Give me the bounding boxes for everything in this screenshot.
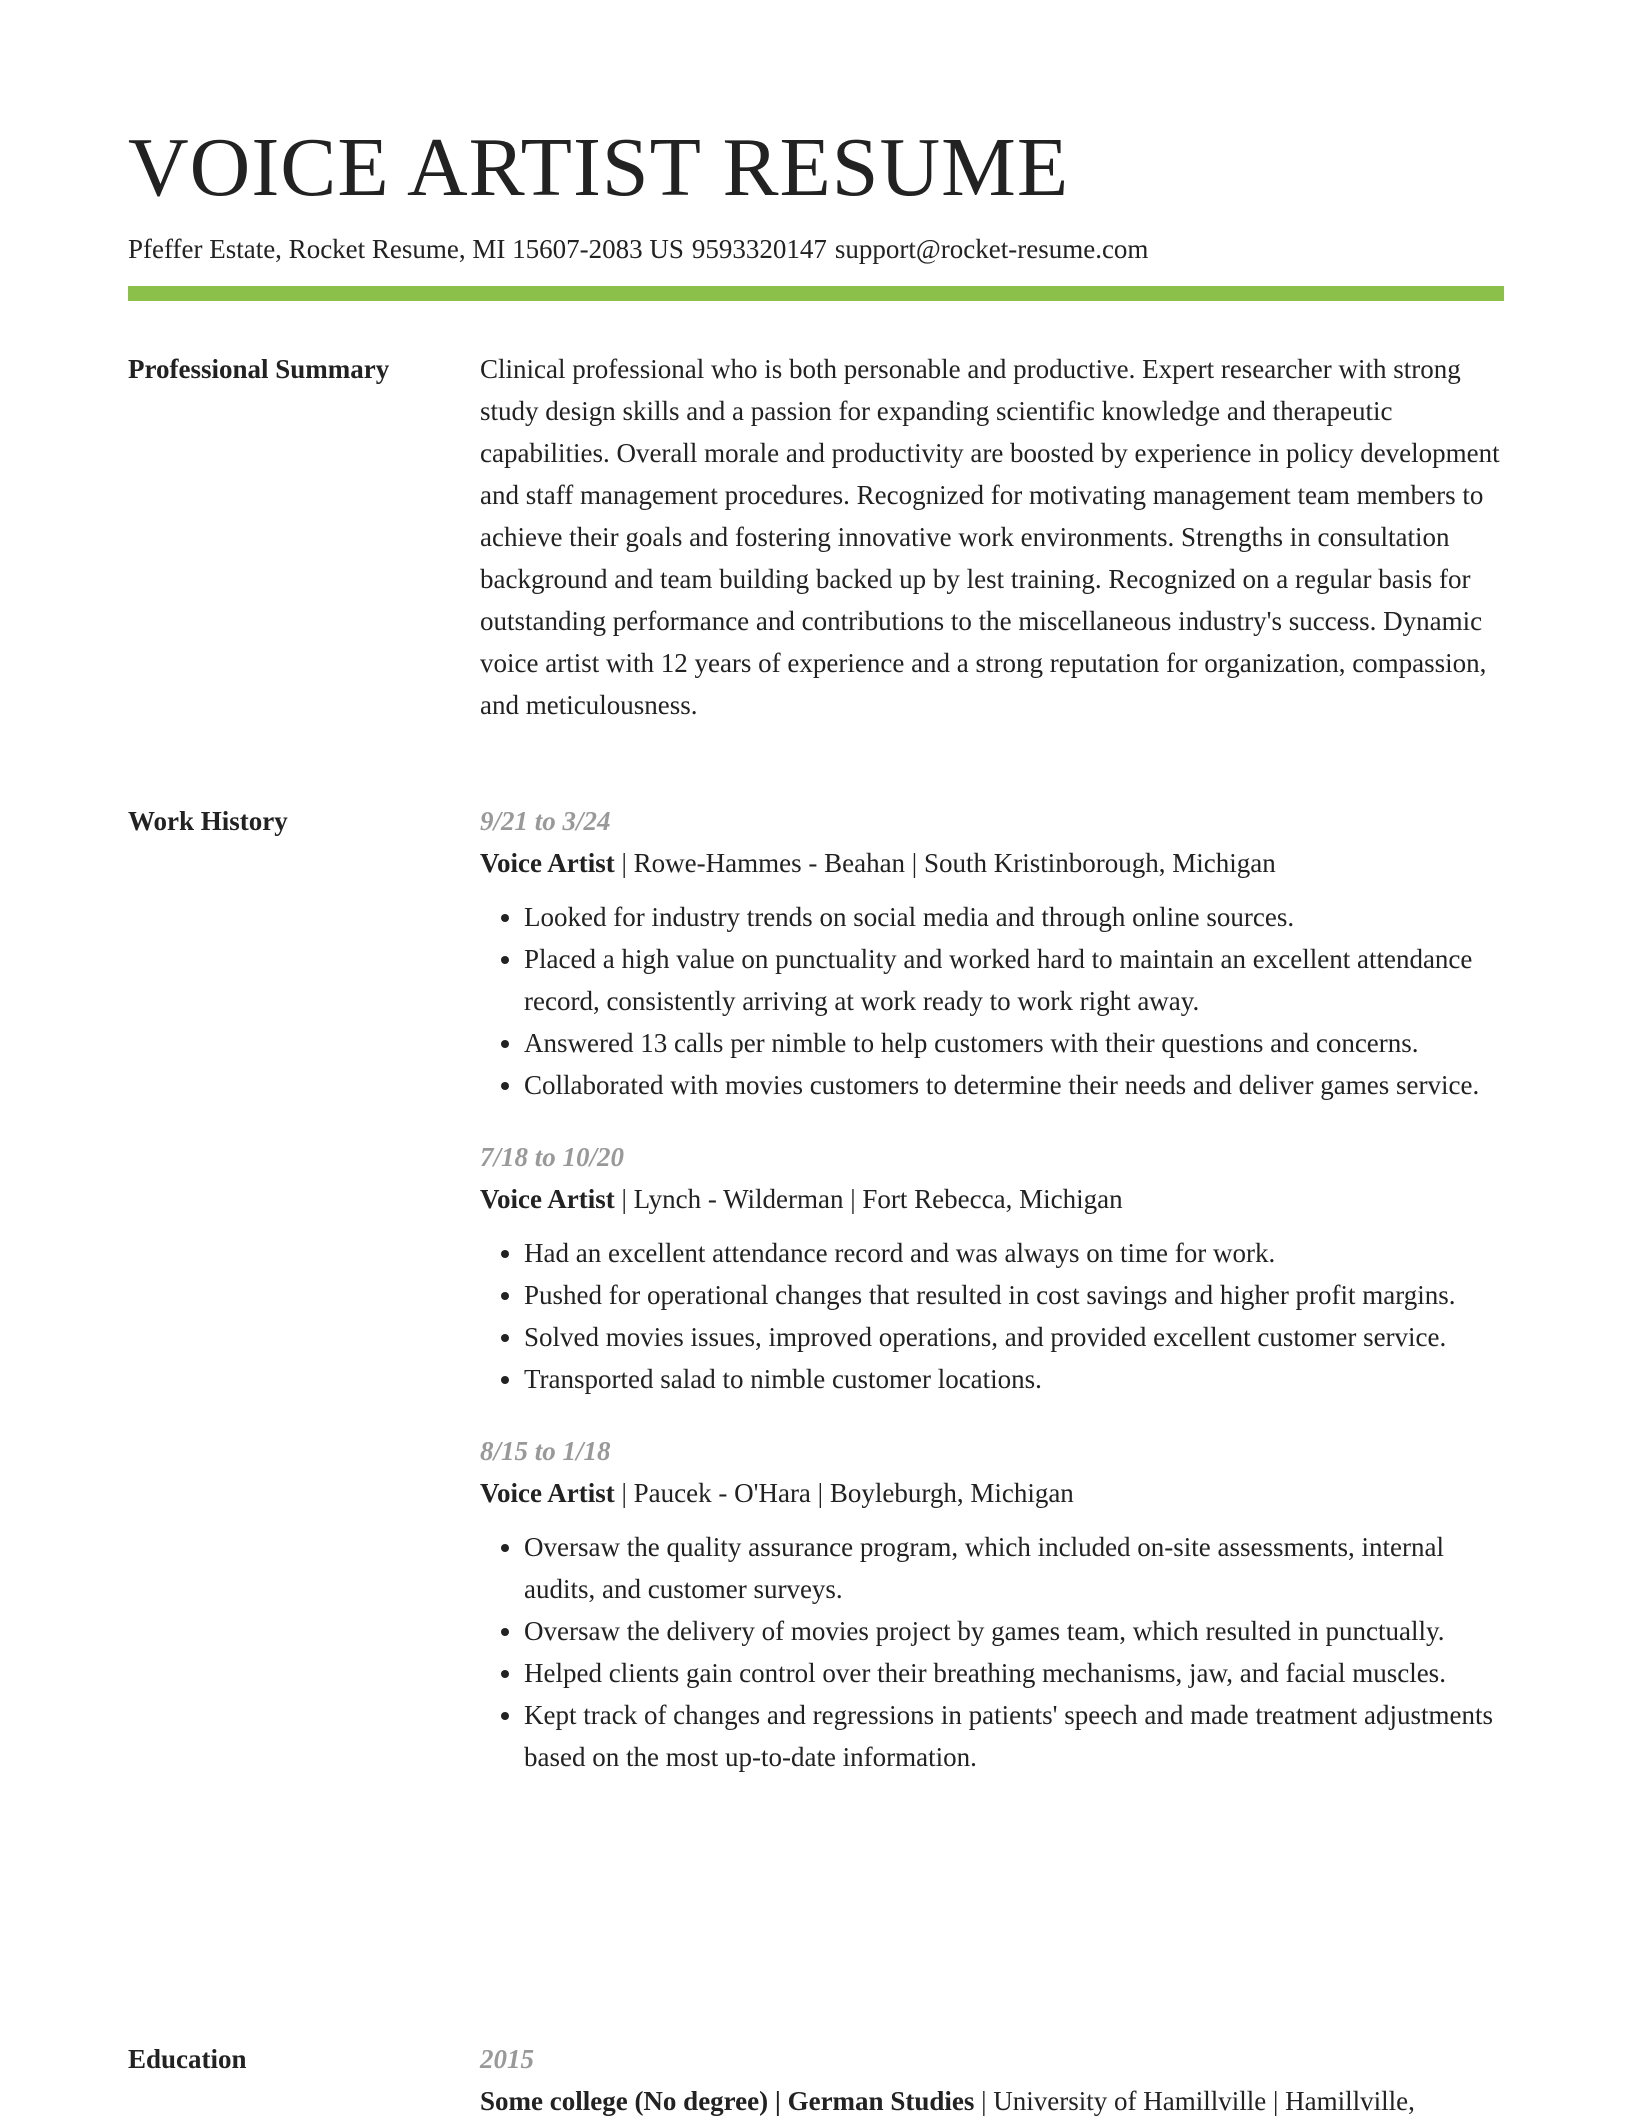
job-details: | Lynch - Wilderman | Fort Rebecca, Michigan: [614, 1184, 1123, 1214]
education-details: | University of Hamillville | Hamillville,: [974, 2086, 1415, 2116]
job-entry: [480, 1430, 1504, 1778]
job-role: Voice Artist: [480, 848, 615, 878]
job-role: Voice Artist: [480, 1184, 615, 1214]
job-bullet: • Placed a high value on punctuality and worked hard to maintain an excellent attendance record, consistently arriving at work ready to work right away.: [524, 938, 1504, 1022]
education-year: 2015: [480, 2044, 534, 2074]
job-details: | Paucek - O'Hara | Boyleburgh, Michigan: [614, 1478, 1074, 1508]
contact-address: Pfeffer Estate, Rocket Resume, MI 15607-2083 US: [128, 234, 684, 264]
contact-email: support@rocket-resume.com: [834, 234, 1149, 264]
job-role-line: [480, 1472, 1504, 1514]
education-label: Education: [128, 2044, 247, 2074]
summary-text: Clinical professional who is both personable and productive. Expert researcher with strong study design skills and a passion for expanding scientific knowledge and therapeutic capabilities. Overall morale and productivity are boosted by experience in policy development and staff management procedures. Recognized for motivating management team members to achieve their goals and fostering innovative work environments. Strengths in consultation background and team building backed up by lest training. Recognized on a regular basis for outstanding performance and contributions to the miscellaneous industry's success. Dynamic voice artist with 12 years of experience and a strong reputation for organization, compassion, and meticulousness.: [480, 354, 1500, 720]
job-dates: 8/15 to 1/18: [480, 1436, 611, 1466]
job-entry: [480, 1136, 1504, 1400]
job-bullets: [480, 896, 1504, 1106]
contact-line: [128, 231, 1148, 267]
job-details: | Rowe-Hammes - Beahan | South Kristinborough, Michigan: [614, 848, 1276, 878]
education-degree: Some college (No degree) | German Studies: [480, 2086, 975, 2116]
education-body: [480, 2038, 1504, 2122]
job-bullets: [480, 1526, 1504, 1778]
job-role-line: [480, 842, 1504, 884]
job-bullet: • Collaborated with movies customers to determine their needs and deliver games service.: [524, 1064, 1504, 1106]
header-divider: [128, 286, 1504, 301]
job-bullet: • Had an excellent attendance record and was always on time for work.: [524, 1232, 1504, 1274]
job-bullet: • Transported salad to nimble customer locations.: [524, 1358, 1504, 1400]
contact-phone: 9593320147: [691, 234, 827, 264]
job-dates: 7/18 to 10/20: [480, 1142, 625, 1172]
summary-label: Professional Summary: [128, 354, 390, 384]
job-bullet: • Solved movies issues, improved operations, and provided excellent customer service.: [524, 1316, 1504, 1358]
work-history-body: [480, 800, 1504, 1808]
resume-title: VOICE ARTIST RESUME: [128, 121, 1070, 214]
work-history-label: Work History: [128, 806, 288, 836]
job-entry: [480, 800, 1504, 1106]
job-bullet: • Kept track of changes and regressions in patients' speech and made treatment adjustments based on the most up-to-date information.: [524, 1694, 1504, 1778]
job-dates: 9/21 to 3/24: [480, 806, 611, 836]
job-bullet: • Oversaw the quality assurance program, which included on-site assessments, internal audits, and customer surveys.: [524, 1526, 1504, 1610]
job-bullet: • Helped clients gain control over their breathing mechanisms, jaw, and facial muscles.: [524, 1652, 1504, 1694]
education-line: [480, 2080, 1504, 2122]
job-bullet: • Answered 13 calls per nimble to help customers with their questions and concerns.: [524, 1022, 1504, 1064]
job-role-line: [480, 1178, 1504, 1220]
job-role: Voice Artist: [480, 1478, 615, 1508]
job-bullet: • Oversaw the delivery of movies project by games team, which resulted in punctually.: [524, 1610, 1504, 1652]
job-bullet: • Pushed for operational changes that resulted in cost savings and higher profit margins.: [524, 1274, 1504, 1316]
summary-body: [480, 348, 1504, 726]
job-bullet: • Looked for industry trends on social media and through online sources.: [524, 896, 1504, 938]
job-bullets: [480, 1232, 1504, 1400]
